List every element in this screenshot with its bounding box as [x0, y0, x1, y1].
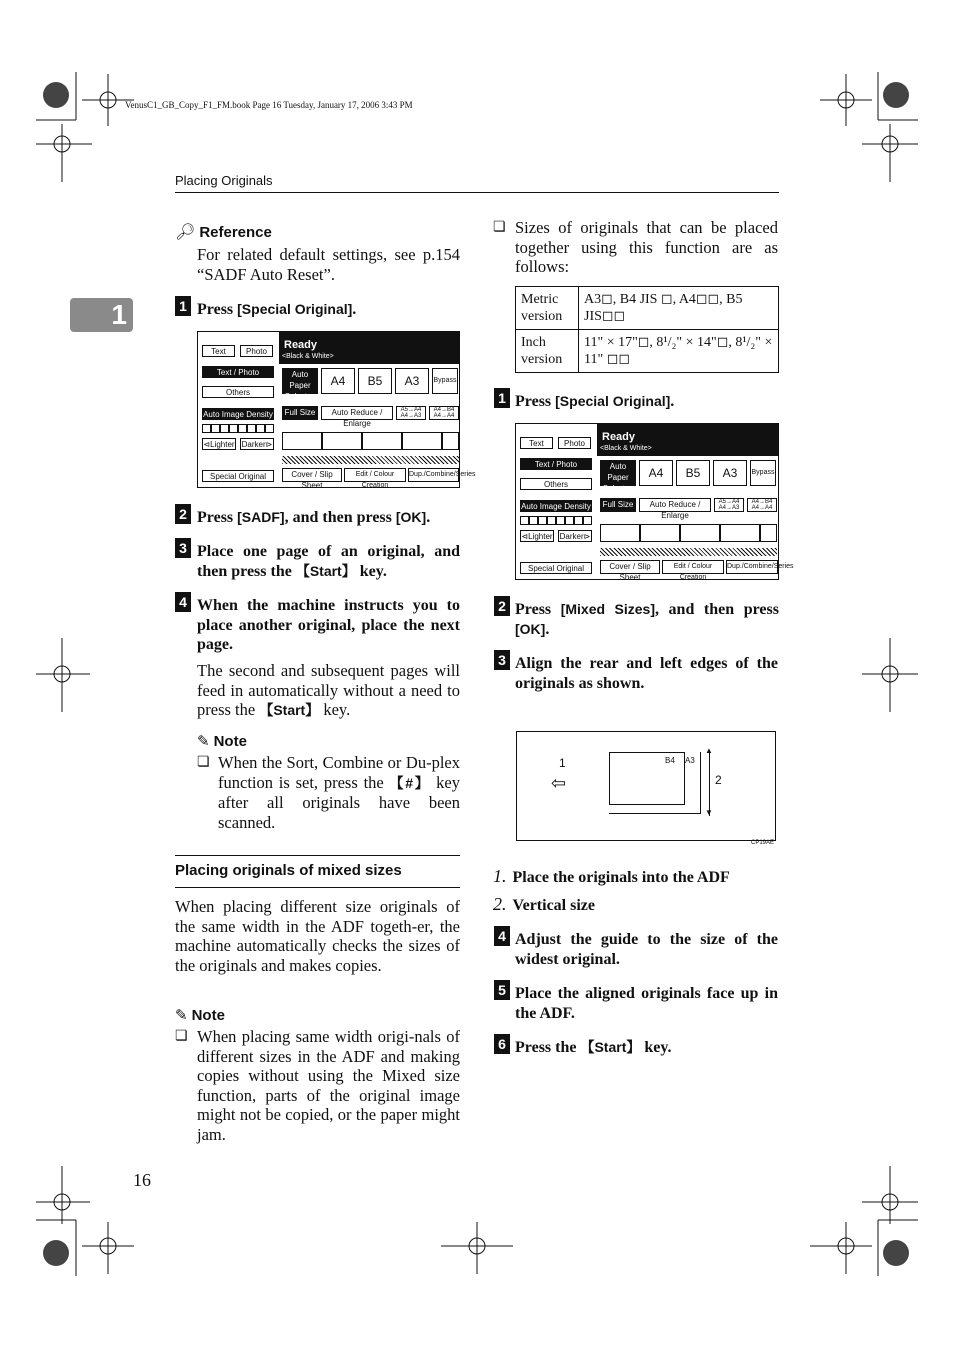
header-rule	[175, 192, 779, 193]
section-rule-bottom	[175, 887, 460, 888]
lighter-button[interactable]: ⊲Lighter	[521, 532, 553, 541]
note-block	[197, 732, 460, 832]
step-number: 1	[175, 296, 191, 316]
vertical-size-arrow	[709, 752, 710, 816]
note-block	[175, 1006, 460, 1144]
density-scale	[520, 516, 592, 525]
textphoto-mode-button[interactable]: Text / Photo	[202, 366, 274, 378]
step-text: Align the rear and left edges of the originals as shown.	[515, 655, 778, 692]
diagram-callout-2: 2	[715, 773, 722, 787]
pattern-strip	[282, 456, 459, 464]
photo-mode-button[interactable]: Photo	[240, 345, 273, 357]
tray-1-button[interactable]: A4	[639, 460, 673, 486]
note-heading: Note	[213, 733, 247, 750]
step-text: Press the 【Start】 key.	[515, 1039, 672, 1056]
function-icons-row	[600, 524, 777, 542]
tray-2-button[interactable]: B5	[358, 368, 392, 394]
reference-text: For related default settings, see p.154 “SADF Auto Reset”.	[197, 245, 460, 284]
table-cell-label: Inch version	[516, 330, 579, 373]
density-scale	[202, 424, 274, 433]
step-text: Press [Special Original].	[515, 393, 675, 410]
note-item: ❏ When placing same width origi-nals of different sizes in the ADF and making copies without using the Mixed size function, parts of the original image might not be copied, or the paper might jam.	[175, 1027, 460, 1144]
control-panel-screen	[197, 331, 476, 490]
ratio-1-button[interactable]: A5→A4 A4→A3	[396, 406, 426, 420]
edit-colour-button[interactable]: Edit / Colour Creation	[662, 560, 724, 574]
table-cell-value: 11" × 17"◻, 8¹/₂" × 14"◻, 8¹/₂" × 11" ◻◻	[579, 330, 779, 373]
label-a3: A3	[685, 756, 695, 765]
checkbox-icon: ❏	[175, 1029, 188, 1044]
table-row	[516, 330, 779, 373]
left-arrow-icon: ⇦	[551, 773, 567, 793]
diagram-legend-item: 1. Place the originals into the ADF	[493, 866, 730, 886]
step-number: 6	[494, 1034, 510, 1054]
bypass-button[interactable]: Bypass	[432, 368, 458, 394]
cover-slip-button[interactable]: Cover / Slip Sheet	[600, 560, 660, 574]
step-number: 2	[494, 596, 510, 616]
reference-heading: Reference	[199, 224, 272, 241]
down-arrow-icon: ▼	[705, 808, 713, 817]
lighter-button[interactable]: ⊲Lighter	[203, 440, 235, 449]
sizes-intro: ❏ Sizes of originals that can be placed together using this function are as follows:	[493, 218, 778, 276]
text-mode-button[interactable]: Text	[520, 437, 553, 449]
ratio-2-button[interactable]: A4→B4 A4→A4	[747, 498, 777, 512]
full-size-button[interactable]: Full Size	[600, 498, 636, 512]
step-text: Press [Special Original].	[197, 301, 357, 318]
status-mode: <Black & White>	[600, 445, 652, 452]
status-mode: <Black & White>	[282, 353, 334, 360]
auto-image-density-button[interactable]: Auto Image Density	[521, 502, 591, 511]
diagram-callout-1: 1	[559, 756, 566, 770]
sizes-table	[515, 286, 779, 373]
checkbox-icon: ❏	[493, 220, 506, 235]
label-b4: B4	[665, 756, 675, 765]
step-text: When the machine instructs you to place another original, place the next page.	[197, 597, 460, 653]
auto-paper-select-button[interactable]: Auto Paper Select ▶	[600, 460, 636, 486]
auto-reduce-enlarge-button[interactable]: Auto Reduce / Enlarge	[639, 498, 711, 512]
step-4-body: The second and subsequent pages will feed in automatically without a need to press the 【Start】 key.	[197, 661, 460, 719]
dup-combine-button[interactable]: Dup./Combine/Series	[726, 560, 778, 574]
darker-button[interactable]: Darker⊳	[559, 532, 591, 541]
pattern-strip	[600, 548, 777, 556]
others-mode-button[interactable]: Others	[202, 386, 274, 398]
edit-colour-button[interactable]: Edit / Colour Creation	[344, 468, 406, 482]
section-title: Placing originals of mixed sizes	[175, 862, 402, 879]
page-number: 16	[133, 1170, 151, 1190]
auto-image-density-button[interactable]: Auto Image Density	[203, 410, 273, 419]
step-number: 1	[494, 388, 510, 408]
diagram-code: CP19AE	[751, 840, 775, 846]
reference-block	[175, 222, 460, 284]
table-cell-value: A3◻, B4 JIS ◻, A4◻◻, B5 JIS◻◻	[579, 287, 779, 330]
chapter-tab: 1	[70, 298, 133, 332]
step-text: Place the aligned originals face up in the ADF.	[515, 985, 778, 1022]
step-number: 4	[494, 926, 510, 946]
function-icons-row	[282, 432, 459, 450]
running-header: Placing Originals	[175, 173, 273, 188]
cover-slip-button[interactable]: Cover / Slip Sheet	[282, 468, 342, 482]
status-ready: Ready	[602, 431, 636, 443]
full-size-button[interactable]: Full Size	[282, 406, 318, 420]
control-panel-screen	[515, 423, 794, 582]
checkbox-icon: ❏	[197, 755, 210, 770]
step-text: Place one page of an original, and then press the 【Start】 key.	[197, 543, 460, 580]
step-number: 3	[494, 650, 510, 670]
adf-alignment-diagram	[516, 731, 776, 846]
step-number: 5	[494, 980, 510, 1000]
note-icon: ✎	[197, 734, 210, 750]
others-mode-button[interactable]: Others	[520, 478, 592, 490]
step-number: 4	[175, 592, 191, 612]
special-original-button[interactable]: Special Original	[520, 562, 592, 574]
tray-3-button[interactable]: A3	[713, 460, 747, 486]
tray-1-button[interactable]: A4	[321, 368, 355, 394]
special-original-button[interactable]: Special Original	[202, 470, 274, 482]
text-mode-button[interactable]: Text	[202, 345, 235, 357]
ratio-1-button[interactable]: A5→A4 A4→A3	[714, 498, 744, 512]
step-number: 2	[175, 504, 191, 524]
section-rule-top	[175, 855, 460, 856]
up-arrow-icon: ▲	[705, 746, 713, 755]
status-ready: Ready	[284, 339, 318, 351]
photo-mode-button[interactable]: Photo	[558, 437, 591, 449]
step-text: Press [Mixed Sizes], and then press [OK].	[515, 601, 779, 638]
step-text: Press [SADF], and then press [OK].	[197, 509, 431, 526]
textphoto-mode-button[interactable]: Text / Photo	[520, 458, 592, 470]
table-row	[516, 287, 779, 330]
bypass-button[interactable]: Bypass	[750, 460, 776, 486]
ratio-2-button[interactable]: A4→B4 A4→A4	[429, 406, 459, 420]
auto-paper-select-button[interactable]: Auto Paper Select ▶	[282, 368, 318, 394]
section-body: When placing different size originals of the same width in the ADF togeth-er, the machine automatically checks the sizes of the originals and makes copies.	[175, 897, 460, 975]
auto-reduce-enlarge-button[interactable]: Auto Reduce / Enlarge	[321, 406, 393, 420]
dup-combine-button[interactable]: Dup./Combine/Series	[408, 468, 459, 482]
tray-2-button[interactable]: B5	[676, 460, 710, 486]
diagram-legend-item: 2. Vertical size	[493, 894, 595, 914]
step-text: Adjust the guide to the size of the widest original.	[515, 931, 778, 968]
table-cell-label: Metric version	[516, 287, 579, 330]
note-item: ❏ When the Sort, Combine or Du-plex function is set, press the 【#】 key after all originals have been scanned.	[197, 753, 461, 832]
note-heading: Note	[191, 1007, 225, 1024]
darker-button[interactable]: Darker⊳	[241, 440, 273, 449]
reference-icon: 🔎︎	[175, 224, 196, 241]
file-info-line: VenusC1_GB_Copy_F1_FM.book Page 16 Tuesday, January 17, 2006 3:43 PM	[125, 100, 413, 110]
tray-3-button[interactable]: A3	[395, 368, 429, 394]
step-number: 3	[175, 538, 191, 558]
note-icon: ✎	[175, 1008, 188, 1024]
